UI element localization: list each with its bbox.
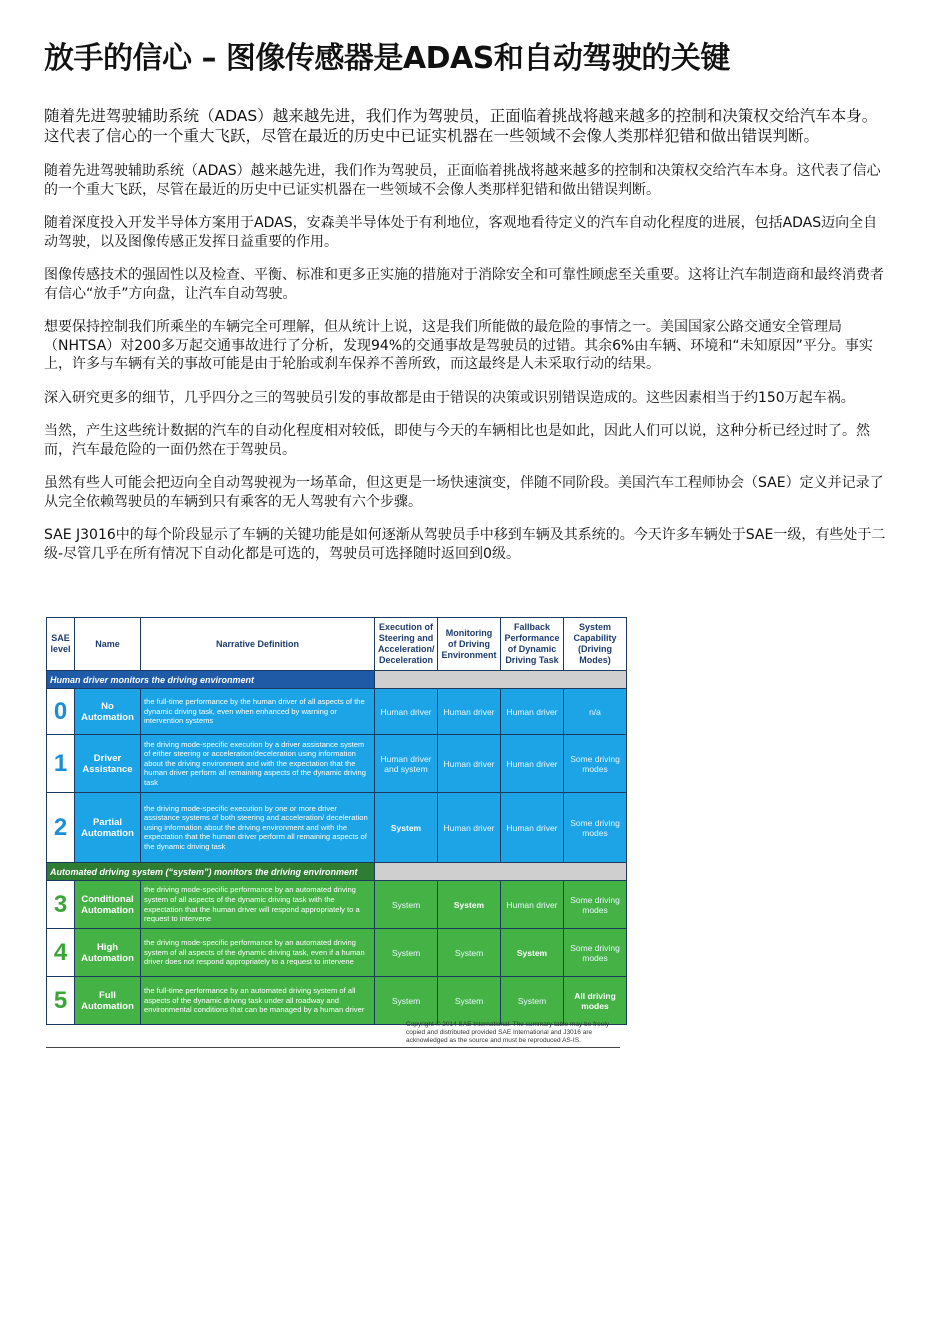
level-definition: the full-time performance by the human driver of all aspects of the dynamic driving task, even when enhanced by warning or intervention systems [141, 689, 375, 735]
section-human-label: Human driver monitors the driving environment [47, 671, 375, 689]
capability-cell: n/a [564, 689, 627, 735]
fallback-cell: Human driver [501, 735, 564, 793]
table-header-row [47, 618, 627, 671]
header-narrative-definition: Narrative Definition [141, 618, 375, 671]
header-execution: Execution of Steering and Acceleration/ Deceleration [375, 618, 438, 671]
paragraph-7: 虽然有些人可能会把迈向全自动驾驶视为一场革命，但这更是一场快速演变，伴随不同阶段。美国汽车工程师协会（SAE）定义并记录了从完全依赖驾驶员的车辆到只有乘客的无人驾驶有六个步骤。 [44, 475, 884, 510]
lead-paragraph: 随着先进驾驶辅助系统（ADAS）越来越先进，我们作为驾驶员，正面临着挑战将越来越多的控制和决策权交给汽车本身。这代表了信心的一个重大飞跃，尽管在最近的历史中已证实机器在一些领域不会像人类那样犯错和做出错误判断。 [44, 107, 878, 145]
level-number: 5 [47, 977, 75, 1025]
level-name: Conditional Automation [75, 881, 141, 929]
section-auto-label: Automated driving system (“system”) monitors the driving environment [47, 863, 375, 881]
paragraph-5: 深入研究更多的细节，几乎四分之三的驾驶员引发的事故都是由于错误的决策或识别错误造成的。这些因素相当于约150万起车祸。 [44, 389, 855, 406]
section-human-row [47, 671, 627, 689]
fallback-cell: System [501, 977, 564, 1025]
capability-cell: Some driving modes [564, 735, 627, 793]
table-row [47, 689, 627, 735]
fallback-cell: Human driver [501, 793, 564, 863]
level-number: 1 [47, 735, 75, 793]
level-definition: the driving mode-specific performance by an automated driving system of all aspects of the dynamic driving task with the expectation that the human driver will respond appropriately to a request to intervene [141, 881, 375, 929]
monitoring-cell: Human driver [438, 735, 501, 793]
table-row [47, 735, 627, 793]
capability-cell: Some driving modes [564, 793, 627, 863]
level-number: 2 [47, 793, 75, 863]
header-name: Name [75, 618, 141, 671]
sae-levels-table [46, 617, 627, 1025]
table-row [47, 793, 627, 863]
header-sae-level: SAE level [47, 618, 75, 671]
execution-cell: System [375, 793, 438, 863]
level-number: 3 [47, 881, 75, 929]
paragraph-8: SAE J3016中的每个阶段显示了车辆的关键功能是如何逐渐从驾驶员手中移到车辆及其系统的。今天许多车辆处于SAE一级，有些处于二级-尽管几乎在所有情况下自动化都是可选的，驾驶员可选择随时返回到0级。 [44, 527, 886, 562]
fallback-cell: Human driver [501, 689, 564, 735]
execution-cell: Human driver and system [375, 735, 438, 793]
paragraph-4: 想要保持控制我们所乘坐的车辆完全可理解，但从统计上说，这是我们所能做的最危险的事情之一。美国国家公路交通安全管理局（NHTSA）对200多万起交通事故进行了分析，发现94%的交通事故是驾驶员的过错。其余6%由车辆、环境和“未知原因”平分。事实上，许多与车辆有关的事故可能是由于轮胎或刹车保养不善所致，而这最终是人未采取行动的结果。 [44, 319, 873, 372]
level-number: 4 [47, 929, 75, 977]
sae-levels-figure [46, 617, 626, 1025]
capability-cell: Some driving modes [564, 881, 627, 929]
section-auto-row [47, 863, 627, 881]
level-definition: the driving mode-specific performance by an automated driving system of all aspects of the dynamic driving task, even if a human driver does not respond appropriately to a request to intervene [141, 929, 375, 977]
monitoring-cell: System [438, 977, 501, 1025]
monitoring-cell: System [438, 881, 501, 929]
monitoring-cell: Human driver [438, 793, 501, 863]
header-fallback: Fallback Performance of Dynamic Driving Task [501, 618, 564, 671]
level-name: Full Automation [75, 977, 141, 1025]
level-name: No Automation [75, 689, 141, 735]
execution-cell: System [375, 881, 438, 929]
header-system-capability: System Capability (Driving Modes) [564, 618, 627, 671]
monitoring-cell: Human driver [438, 689, 501, 735]
level-name: Driver Assistance [75, 735, 141, 793]
copyright-note: Copyright © 2014 SAE International. The summary table may be freely copied and distributed provided SAE International and J3016 are acknowledged as the source and must be reproduced AS-IS. [406, 1021, 610, 1044]
level-definition: the driving mode-specific execution by a driver assistance system of either steering or acceleration/deceleration using information about the driving environment and with the expectation that the human driver perform all remaining aspects of the dynamic driving task [141, 735, 375, 793]
level-number: 0 [47, 689, 75, 735]
execution-cell: Human driver [375, 689, 438, 735]
execution-cell: System [375, 977, 438, 1025]
level-name: High Automation [75, 929, 141, 977]
article [44, 38, 890, 578]
section-gap [375, 863, 627, 881]
capability-cell: Some driving modes [564, 929, 627, 977]
paragraph-3: 图像传感技术的强固性以及检查、平衡、标准和更多正实施的措施对于消除安全和可靠性顾虑至关重要。这将让汽车制造商和最终消费者有信心“放手”方向盘，让汽车自动驾驶。 [44, 267, 884, 302]
paragraph-1: 随着先进驾驶辅助系统（ADAS）越来越先进，我们作为驾驶员，正面临着挑战将越来越多的控制和决策权交给汽车本身。这代表了信心的一个重大飞跃，尽管在最近的历史中已证实机器在一些领域不会像人类那样犯错和做出错误判断。 [44, 163, 881, 198]
divider [46, 1047, 620, 1048]
level-definition: the full-time performance by an automated driving system of all aspects of the dynamic driving task under all roadway and environmental conditions that can be managed by a human driver [141, 977, 375, 1025]
section-gap [375, 671, 627, 689]
capability-cell: All driving modes [564, 977, 627, 1025]
table-row [47, 881, 627, 929]
monitoring-cell: System [438, 929, 501, 977]
execution-cell: System [375, 929, 438, 977]
page-title: 放手的信心 – 图像传感器是ADAS和自动驾驶的关键 [44, 41, 730, 76]
paragraph-2: 随着深度投入开发半导体方案用于ADAS，安森美半导体处于有利地位，客观地看待定义的汽车自动化程度的进展，包括ADAS迈向全自动驾驶，以及图像传感正发挥日益重要的作用。 [44, 215, 878, 250]
fallback-cell: Human driver [501, 881, 564, 929]
level-name: Partial Automation [75, 793, 141, 863]
fallback-cell: System [501, 929, 564, 977]
header-monitoring: Monitoring of Driving Environment [438, 618, 501, 671]
table-row [47, 929, 627, 977]
table-row [47, 977, 627, 1025]
paragraph-6: 当然，产生这些统计数据的汽车的自动化程度相对较低，即使与今天的车辆相比也是如此，因此人们可以说，这种分析已经过时了。然而，汽车最危险的一面仍然在于驾驶员。 [44, 423, 870, 458]
level-definition: the driving mode-specific execution by one or more driver assistance systems of both steering and acceleration/ deceleration using information about the driving environment and with the expectation that the human driver perform all remaining aspects of the dynamic driving task [141, 793, 375, 863]
